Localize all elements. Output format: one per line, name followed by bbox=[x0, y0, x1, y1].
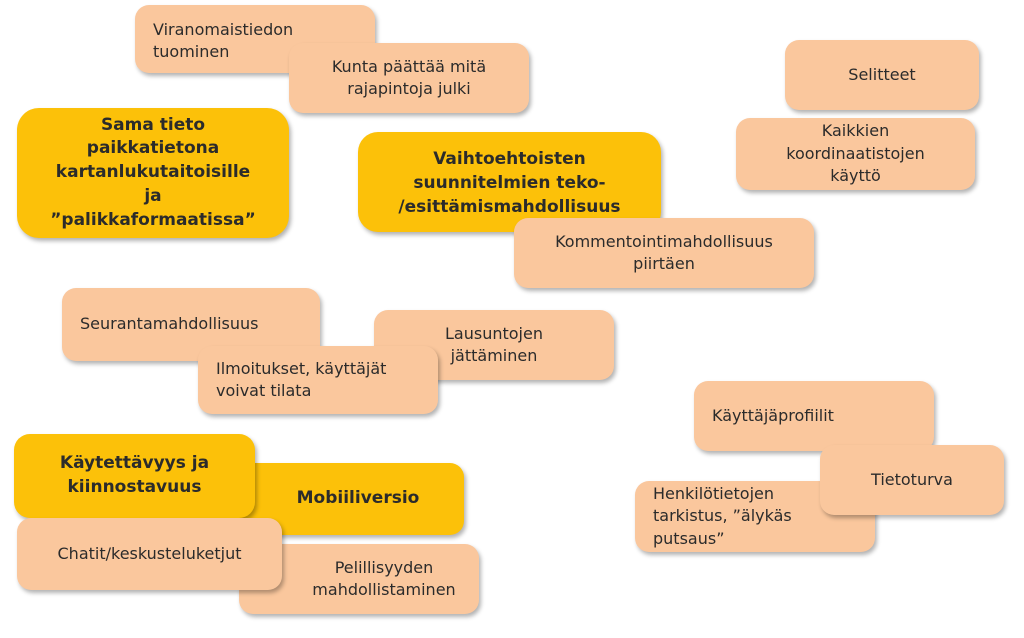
note-chatit: Chatit/keskusteluketjut bbox=[17, 518, 282, 590]
note-pelillisyys: Pelillisyyden mahdollistaminen bbox=[239, 544, 479, 614]
note-sama-tieto: Sama tieto paikkatietona kartanlukutaitoisille ja ”palikkaformaatissa” bbox=[17, 108, 289, 238]
note-seurantamahdollisuus: Seurantamahdollisuus bbox=[62, 288, 320, 361]
note-ilmoitukset: Ilmoitukset, käyttäjät voivat tilata bbox=[198, 346, 438, 414]
note-tietoturva: Tietoturva bbox=[820, 445, 1004, 515]
note-kunta-rajapinnat: Kunta päättää mitä rajapintoja julki bbox=[289, 43, 529, 113]
note-viranomaistiedon-tuominen: Viranomaistiedon tuominen bbox=[135, 5, 375, 73]
note-kaytettavyys: Käytettävyys ja kiinnostavuus bbox=[14, 434, 255, 518]
note-selitteet: Selitteet bbox=[785, 40, 979, 110]
note-lausuntojen-jattaminen: Lausuntojen jättäminen bbox=[374, 310, 614, 380]
note-kayttajaprofiilit: Käyttäjäprofiilit bbox=[694, 381, 934, 451]
note-mobiiliversio: Mobiiliversio bbox=[222, 463, 464, 535]
note-henkilotietojen-tarkistus: Henkilötietojen tarkistus, ”älykäs putsaus” bbox=[635, 481, 875, 552]
note-kommentointimahdollisuus: Kommentointimahdollisuus piirtäen bbox=[514, 218, 814, 288]
note-vaihtoehtoisten-suunnitelmien: Vaihtoehtoisten suunnitelmien teko- /esittämismahdollisuus bbox=[358, 132, 661, 232]
note-koordinaatistot: Kaikkien koordinaatistojen käyttö bbox=[736, 118, 975, 190]
